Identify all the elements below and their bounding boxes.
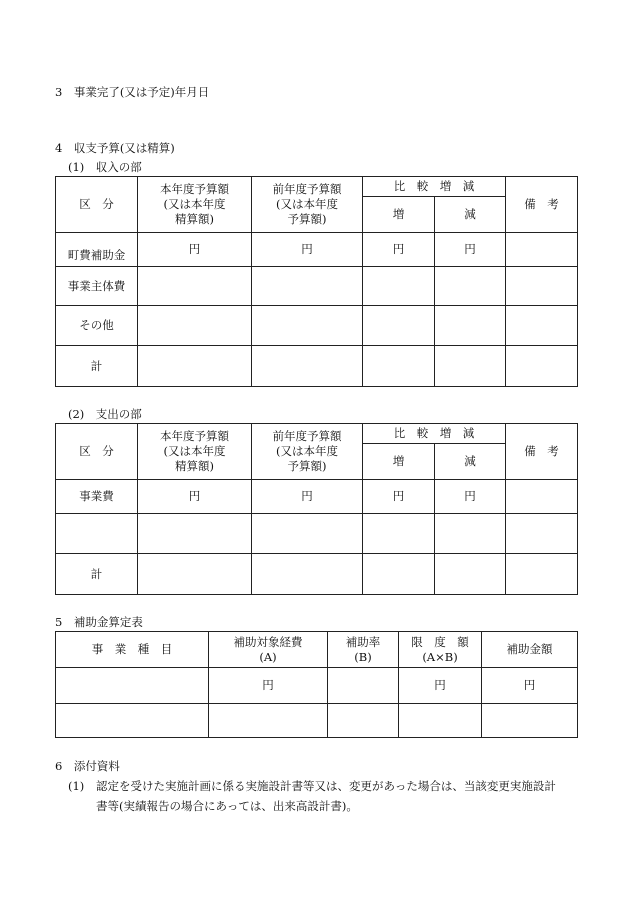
unit-cell: 円: [399, 668, 482, 704]
subsidy-table: [55, 631, 578, 738]
unit-cell: 円: [363, 233, 435, 267]
expense-table: [55, 423, 578, 595]
header-decrease: 減: [435, 444, 506, 480]
table-row: [56, 704, 578, 738]
section5-title: 5 補助金算定表: [55, 615, 143, 629]
unit-cell: 円: [138, 480, 252, 514]
header-item: 事 業 種 目: [56, 632, 209, 668]
header-increase: 増: [363, 197, 435, 233]
income-title: (1) 収入の部: [68, 160, 142, 174]
header-increase: 増: [363, 444, 435, 480]
attachment-item: [68, 776, 582, 816]
header-decrease: 減: [435, 197, 506, 233]
row-label: 町費補助金: [56, 233, 138, 267]
unit-cell: 円: [252, 480, 363, 514]
unit-cell: 円: [482, 668, 578, 704]
unit-cell: 円: [138, 233, 252, 267]
empty-cell: [506, 480, 578, 514]
table-row: [56, 554, 578, 595]
row-label: 計: [56, 346, 138, 387]
expense-title: (2) 支出の部: [68, 407, 142, 421]
table-row: [56, 233, 578, 267]
table-row: [56, 306, 578, 346]
section4-title: 4 収支予算(又は精算): [55, 141, 175, 155]
row-label: [56, 514, 138, 554]
header-current: 本年度予算額 (又は本年度 精算額): [138, 177, 252, 233]
header-compare: 比 較 増 減: [363, 177, 506, 197]
header-cost: 補助対象経費 (A): [209, 632, 328, 668]
unit-cell: 円: [209, 668, 328, 704]
row-label: その他: [56, 306, 138, 346]
attachment-line-2: 書等(実績報告の場合にあっては、出来高設計書)。: [96, 799, 358, 813]
table-row: [56, 514, 578, 554]
header-limit: 限 度 額 (A×B): [399, 632, 482, 668]
unit-cell: 円: [252, 233, 363, 267]
header-category: 区 分: [56, 177, 138, 233]
row-label: 計: [56, 554, 138, 595]
row-label: 事業主体費: [56, 267, 138, 306]
header-remarks: 備 考: [506, 177, 578, 233]
header-remarks: 備 考: [506, 424, 578, 480]
row-label: 事業費: [56, 480, 138, 514]
header-rate: 補助率 (B): [328, 632, 399, 668]
attachment-number: (1): [68, 779, 85, 793]
header-amount: 補助金額: [482, 632, 578, 668]
table-row: [56, 668, 578, 704]
section6-title: 6 添付資料: [55, 759, 120, 773]
empty-cell: [506, 233, 578, 267]
table-row: [56, 480, 578, 514]
header-category: 区 分: [56, 424, 138, 480]
attachment-line-1: 認定を受けた実施計画に係る実施設計書等又は、変更があった場合は、当該変更実施設計: [96, 779, 556, 793]
section3-title: 3 事業完了(又は予定)年月日: [55, 85, 210, 99]
table-row: [56, 267, 578, 306]
header-previous: 前年度予算額 (又は本年度 予算額): [252, 177, 363, 233]
unit-cell: 円: [435, 233, 506, 267]
unit-cell: 円: [435, 480, 506, 514]
header-current: 本年度予算額 (又は本年度 精算額): [138, 424, 252, 480]
unit-cell: 円: [363, 480, 435, 514]
header-previous: 前年度予算額 (又は本年度 予算額): [252, 424, 363, 480]
income-table: [55, 176, 578, 387]
header-compare: 比 較 増 減: [363, 424, 506, 444]
table-row: [56, 346, 578, 387]
